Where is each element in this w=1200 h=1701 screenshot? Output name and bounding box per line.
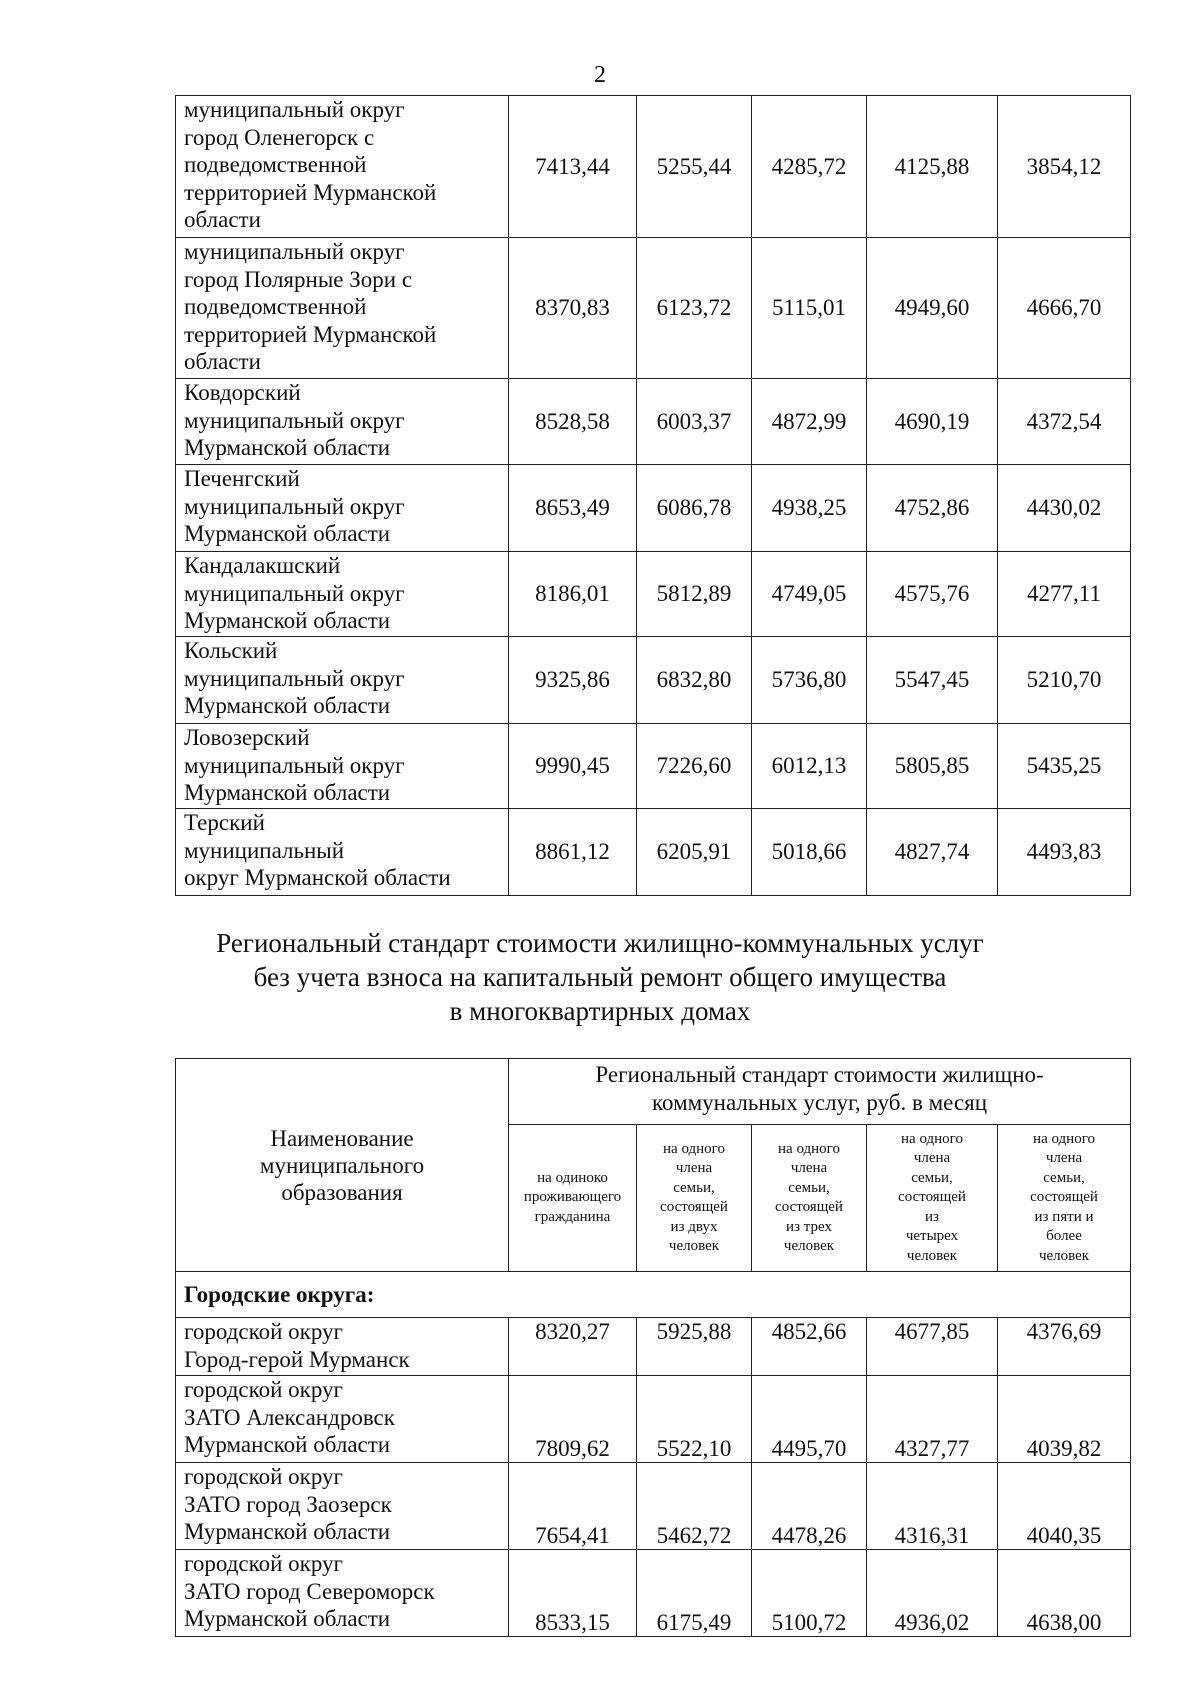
name-line: Кольский — [184, 638, 278, 663]
subheader-line: состоящей — [775, 1199, 843, 1215]
value-cell: 4749,05 — [752, 552, 867, 637]
subheader-line: состоящей — [898, 1189, 966, 1206]
subheader-line: проживающего — [523, 1189, 622, 1206]
section-title-line: в многоквартирных домах — [449, 996, 751, 1026]
municipality-name — [176, 552, 509, 637]
name-line: Мурманской области — [184, 521, 391, 546]
value-cell: 4039,82 — [998, 1376, 1131, 1463]
value-cell: 6205,91 — [637, 809, 752, 896]
value-cell: 5812,89 — [637, 552, 752, 637]
municipality-name — [176, 379, 509, 465]
subheader-line: состоящей — [1030, 1189, 1098, 1206]
value-cell: 5462,72 — [637, 1463, 752, 1550]
name-line: подведомственной — [184, 294, 367, 319]
table-row — [176, 552, 1131, 637]
value-cell: 4285,72 — [752, 96, 867, 238]
name-line: Ковдорский — [184, 380, 301, 405]
subheader-line: семьи, — [1043, 1169, 1085, 1186]
section-title — [0, 926, 1200, 1028]
value-cell: 5115,01 — [752, 238, 867, 379]
name-line: Кандалакшский — [184, 553, 341, 578]
name-line: городской округ — [184, 1377, 343, 1402]
name-line: город Оленегорск с — [184, 124, 375, 150]
municipality-name — [176, 1463, 509, 1550]
value-cell: 4376,69 — [998, 1318, 1131, 1376]
value-cell: 6012,13 — [752, 724, 867, 809]
section-title-line: Региональный стандарт стоимости жилищно-коммунальных услуг — [216, 928, 984, 958]
subheader-line: человек — [906, 1247, 958, 1264]
name-line: муниципальный округ — [184, 239, 405, 264]
subheader-line: семьи, — [673, 1179, 715, 1196]
municipality-name — [176, 1550, 509, 1637]
subheader-line: более — [1046, 1228, 1082, 1245]
value-cell: 8370,83 — [509, 238, 637, 379]
subheader-line: на одного — [778, 1140, 840, 1157]
value-cell: 4752,86 — [867, 465, 998, 552]
name-line: Мурманской области — [184, 1606, 391, 1631]
value-cell: 5210,70 — [998, 637, 1131, 724]
name-line: городской округ — [184, 1319, 343, 1344]
name-line: области — [184, 207, 261, 232]
name-line: Мурманской области — [184, 608, 391, 633]
subheader-line: на одиноко — [537, 1169, 608, 1186]
name-line: территорией Мурманской — [184, 179, 437, 205]
table-row — [176, 1376, 1131, 1463]
municipality-name — [176, 96, 509, 238]
value-cell: 4372,54 — [998, 379, 1131, 465]
value-cell: 4677,85 — [867, 1318, 998, 1376]
rates-table — [175, 1058, 1131, 1637]
name-line: Мурманской области — [184, 780, 391, 805]
value-cell: 5018,66 — [752, 809, 867, 896]
table-row — [176, 379, 1131, 465]
value-cell: 5435,25 — [998, 724, 1131, 809]
subheader-line: человек — [783, 1238, 835, 1254]
column-subheader — [998, 1125, 1131, 1272]
name-line: муниципальный округ — [184, 97, 405, 122]
column-subheader — [752, 1125, 867, 1272]
name-line: муниципальный — [184, 837, 345, 863]
header-line: Региональный стандарт стоимости жилищно- — [595, 1062, 1044, 1087]
subheader-line: из пяти и — [1034, 1208, 1094, 1225]
value-cell: 8528,58 — [509, 379, 637, 465]
value-cell: 5547,45 — [867, 637, 998, 724]
value-cell: 6123,72 — [637, 238, 752, 379]
value-cell: 4949,60 — [867, 238, 998, 379]
subheader-line: члена — [913, 1150, 951, 1167]
name-line: подведомственной — [184, 152, 367, 177]
municipality-name — [176, 724, 509, 809]
subheader-line: человек — [668, 1238, 720, 1254]
value-cell: 6086,78 — [637, 465, 752, 552]
section-title-line: без учета взноса на капитальный ремонт общего имущества — [253, 962, 947, 992]
name-line: области — [184, 349, 261, 374]
name-line: Мурманской области — [184, 1519, 391, 1544]
name-line: ЗАТО город Заозерск — [184, 1491, 392, 1517]
value-cell: 4936,02 — [867, 1550, 998, 1637]
value-cell: 8533,15 — [509, 1550, 637, 1637]
subheader-line: семьи, — [911, 1169, 953, 1186]
subheader-line: члена — [1045, 1150, 1083, 1167]
value-cell: 4493,83 — [998, 809, 1131, 896]
value-cell: 4495,70 — [752, 1376, 867, 1463]
value-cell: 8861,12 — [509, 809, 637, 896]
subheader-line: из двух — [670, 1218, 718, 1235]
table-row — [176, 465, 1131, 552]
subheader-line: гражданина — [534, 1208, 611, 1225]
value-cell: 4478,26 — [752, 1463, 867, 1550]
name-line: городской округ — [184, 1551, 343, 1576]
subheader-line: из трех — [786, 1218, 832, 1235]
value-cell: 5925,88 — [637, 1318, 752, 1376]
municipality-name — [176, 809, 509, 896]
value-cell: 4277,11 — [998, 552, 1131, 637]
table-row — [176, 238, 1131, 379]
table-row — [176, 1550, 1131, 1637]
name-line: территорией Мурманской — [184, 321, 437, 347]
name-line: городской округ — [184, 1464, 343, 1489]
name-line: муниципальный округ — [184, 407, 405, 433]
table-row — [176, 724, 1131, 809]
value-cell: 6003,37 — [637, 379, 752, 465]
table-row — [176, 637, 1131, 724]
subheader-line: на одного — [901, 1130, 963, 1147]
table-row — [176, 96, 1131, 238]
value-cell: 7226,60 — [637, 724, 752, 809]
value-cell: 4575,76 — [867, 552, 998, 637]
value-cell: 4125,88 — [867, 96, 998, 238]
name-line: Мурманской области — [184, 1432, 391, 1457]
value-cell: 3854,12 — [998, 96, 1131, 238]
column-group-header — [509, 1059, 1131, 1125]
value-cell: 6175,49 — [637, 1550, 752, 1637]
value-cell: 4852,66 — [752, 1318, 867, 1376]
value-cell: 5100,72 — [752, 1550, 867, 1637]
column-subheader — [509, 1125, 637, 1272]
header-line: коммунальных услуг, руб. в месяц — [652, 1090, 988, 1115]
table-row — [176, 1463, 1131, 1550]
value-cell: 4690,19 — [867, 379, 998, 465]
municipality-name — [176, 637, 509, 724]
name-line: муниципальный округ — [184, 493, 405, 519]
subheader-line: семьи, — [788, 1179, 830, 1196]
value-cell: 4040,35 — [998, 1463, 1131, 1550]
value-cell: 9325,86 — [509, 637, 637, 724]
value-cell: 5255,44 — [637, 96, 752, 238]
value-cell: 6832,80 — [637, 637, 752, 724]
name-line: Город-герой Мурманск — [184, 1346, 410, 1372]
table-row — [176, 1318, 1131, 1376]
header-line: Наименование — [270, 1125, 414, 1151]
subheader-line: человек — [1038, 1247, 1090, 1264]
name-line: город Полярные Зори с — [184, 266, 413, 292]
subheader-line: из — [925, 1208, 939, 1225]
name-line: округ Мурманской области — [184, 865, 451, 890]
table-row — [176, 809, 1131, 896]
page-number: 2 — [594, 62, 606, 88]
subheader-line: на одного — [663, 1140, 725, 1157]
name-line: Терский — [184, 810, 265, 835]
name-line: муниципальный округ — [184, 665, 405, 691]
value-cell: 4638,00 — [998, 1550, 1131, 1637]
subheader-line: члена — [675, 1160, 713, 1176]
column-subheader — [867, 1125, 998, 1272]
name-line: Мурманской области — [184, 693, 391, 718]
subheader-line: состоящей — [660, 1199, 728, 1215]
value-cell: 4327,77 — [867, 1376, 998, 1463]
value-cell: 7809,62 — [509, 1376, 637, 1463]
value-cell: 5736,80 — [752, 637, 867, 724]
rates-table-continued — [175, 95, 1131, 896]
value-cell: 4938,25 — [752, 465, 867, 552]
value-cell: 5805,85 — [867, 724, 998, 809]
value-cell: 4666,70 — [998, 238, 1131, 379]
subheader-line: члена — [790, 1160, 828, 1176]
subheader-line: на одного — [1033, 1130, 1095, 1147]
name-line: ЗАТО город Североморск — [184, 1578, 435, 1604]
municipality-name — [176, 238, 509, 379]
section-row-urban-districts: Городские округа: — [176, 1272, 1131, 1318]
header-line: образования — [281, 1179, 403, 1205]
value-cell: 8186,01 — [509, 552, 637, 637]
name-line: ЗАТО Александровск — [184, 1404, 395, 1430]
value-cell: 4827,74 — [867, 809, 998, 896]
municipality-name — [176, 1376, 509, 1463]
municipality-name — [176, 1318, 509, 1376]
municipality-name — [176, 465, 509, 552]
value-cell: 4872,99 — [752, 379, 867, 465]
value-cell: 8320,27 — [509, 1318, 637, 1376]
value-cell: 7413,44 — [509, 96, 637, 238]
name-line: муниципальный округ — [184, 752, 405, 778]
value-cell: 4430,02 — [998, 465, 1131, 552]
value-cell: 9990,45 — [509, 724, 637, 809]
value-cell: 8653,49 — [509, 465, 637, 552]
value-cell: 4316,31 — [867, 1463, 998, 1550]
name-line: Печенгский — [184, 466, 300, 491]
subheader-line: четырех — [905, 1228, 959, 1245]
value-cell: 7654,41 — [509, 1463, 637, 1550]
header-line: муниципального — [259, 1152, 425, 1178]
column-subheader — [637, 1125, 752, 1272]
value-cell: 5522,10 — [637, 1376, 752, 1463]
name-line: Ловозерский — [184, 725, 310, 750]
column-header-municipality — [176, 1059, 509, 1272]
name-line: Мурманской области — [184, 435, 391, 460]
name-line: муниципальный округ — [184, 580, 405, 606]
